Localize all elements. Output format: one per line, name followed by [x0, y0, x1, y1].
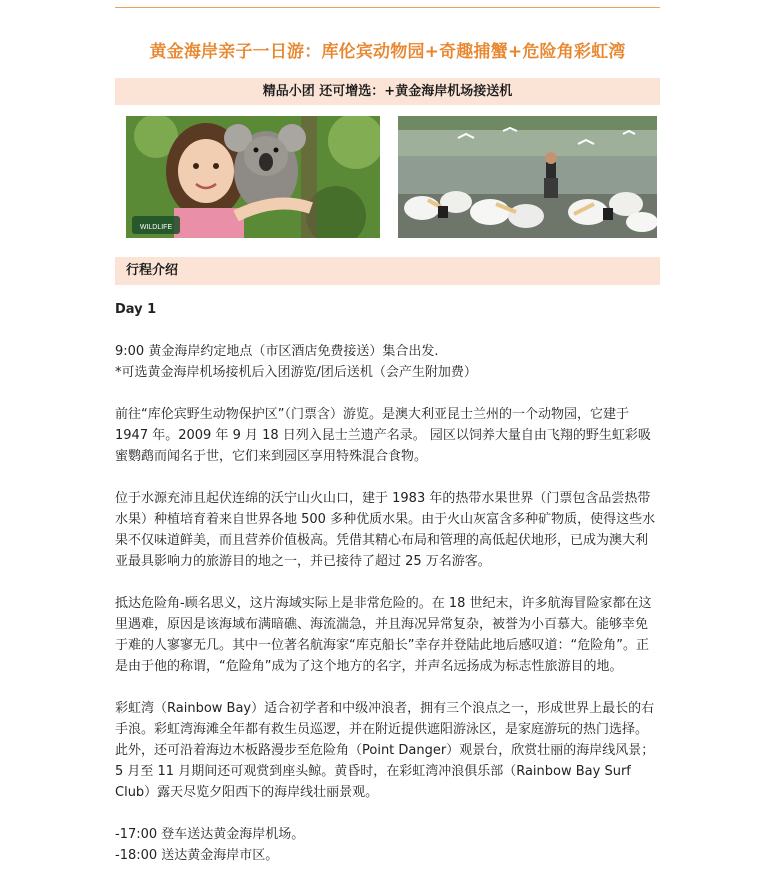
- top-divider: [115, 7, 660, 8]
- koala-photo: [126, 116, 380, 238]
- page-title: 黄金海岸亲子一日游：库伦宾动物园+奇趣捕蟹+危险角彩虹湾: [149, 42, 626, 62]
- section-heading: 行程介绍: [115, 257, 660, 285]
- subtitle-band: 精品小团 还可增选：+黄金海岸机场接送机: [115, 78, 660, 105]
- return-line-2: -18:00 送达黄金海岸市区。: [115, 848, 279, 863]
- paragraph-departure: [115, 341, 660, 383]
- departure-line: 9:00 黄金海岸约定地点（市区酒店免费接送）集合出发.: [115, 344, 439, 359]
- wildlife-logo: WILDLIFE: [139, 224, 173, 231]
- pelicans-illustration: [398, 116, 657, 238]
- paragraph-return: [115, 824, 660, 866]
- paragraph-rainbow-bay: 彩虹湾（Rainbow Bay）适合初学者和中级冲浪者，拥有三个浪点之一，形成世界上最长的右手浪。彩虹湾海滩全年都有救生员巡逻，并在附近提供遮阳游泳区，是家庭游玩的热门选择。此外，还可沿着海边木板路漫步至危险角（Point Danger）观景台，欣赏壮丽的海岸线风景；5 月至 11 月期间还可观赏到座头鲸。黄昏时，在彩虹湾冲浪俱乐部（Rainbow Bay Surf Club）露天尽览夕阳西下的海岸线壮丽景观。: [115, 701, 655, 800]
- paragraph-currumbin: 前往“库伦宾野生动物保护区”（门票含）游览。是澳大利亚昆士兰州的一个动物园，它建于 1947 年。2009 年 9 月 18 日列入昆士兰遗产名录。 园区以饲养大量自由飞翔的野生虹彩吸蜜鹦鹉而闻名于世，它们来到园区享用特殊混合食物。: [115, 407, 651, 464]
- return-line-1: -17:00 登车送达黄金海岸机场。: [115, 827, 305, 842]
- itinerary-content: [115, 299, 660, 887]
- pelicans-photo: [398, 116, 657, 238]
- day-label: Day 1: [115, 302, 157, 317]
- koala-illustration: [126, 116, 380, 238]
- airport-note-line: *可选黄金海岸机场接机后入团游览/团后送机（会产生附加费）: [115, 365, 477, 380]
- paragraph-fruit-world: 位于水源充沛且起伏连绵的沃宁山火山口，建于 1983 年的热带水果世界（门票包含品尝热带水果）种植培育着来自世界各地 500 多种优质水果。由于火山灰富含多种矿物质，使得这些水果不仅味道鲜美，而且营养价值极高。凭借其精心布局和管理的高低起伏地形，已成为澳大利亚最具影响力的旅游目的地之一，并已接待了超过 25 万名游客。: [115, 491, 656, 569]
- paragraph-point-danger: 抵达危险角-顾名思义，这片海域实际上是非常危险的。在 18 世纪末，许多航海冒险家都在这里遇难，原因是该海域布满暗礁、海流湍急，并且海况异常复杂，被誉为小百慕大。能够幸免于难的人寥寥无几。其中一位著名航海家“库克船长”幸存并登陆此地后感叹道：“危险角”。正是由于他的称谓，“危险角”成为了这个地方的名字，并声名远扬成为标志性旅游目的地。: [115, 596, 652, 674]
